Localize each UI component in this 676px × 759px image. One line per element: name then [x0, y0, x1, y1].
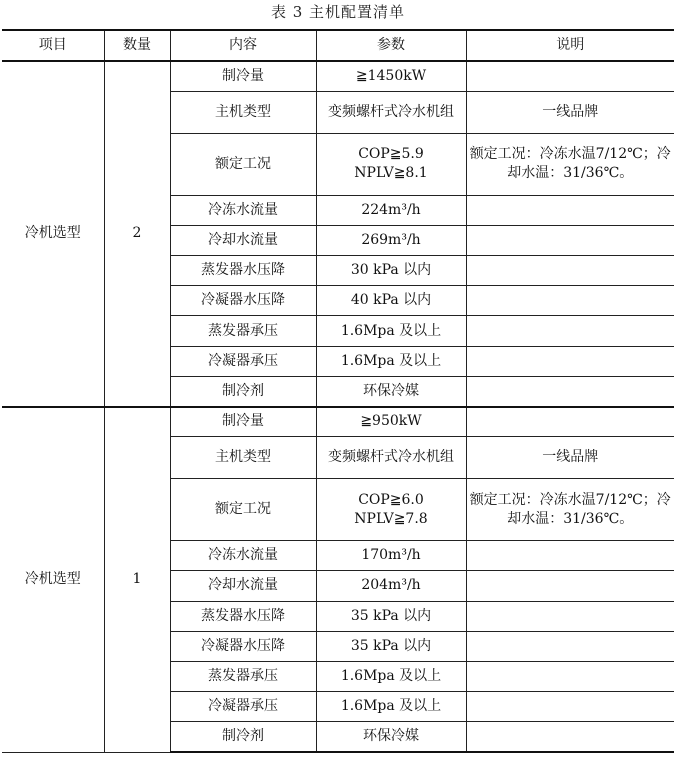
cell-param: 环保冷媒: [316, 376, 466, 406]
cell-content: 制冷剂: [170, 376, 316, 406]
cell-content: 主机类型: [170, 437, 316, 479]
cell-note: 一线品牌: [466, 437, 674, 479]
cell-note: [466, 256, 674, 286]
header-qty: 数量: [104, 30, 170, 61]
cell-content: 蒸发器水压降: [170, 256, 316, 286]
cell-content: 冷凝器水压降: [170, 631, 316, 661]
cell-note: 一线品牌: [466, 91, 674, 133]
cell-note: [466, 225, 674, 255]
cell-content: 冷却水流量: [170, 571, 316, 601]
cell-param: 1.6Mpa 及以上: [316, 661, 466, 691]
cell-content: 蒸发器承压: [170, 661, 316, 691]
cell-note: [466, 346, 674, 376]
table-row: [2, 61, 674, 91]
cell-param: 环保冷媒: [316, 722, 466, 752]
header-content: 内容: [170, 30, 316, 61]
cell-content: 蒸发器承压: [170, 316, 316, 346]
cell-param: 224m³/h: [316, 195, 466, 225]
cell-content: 制冷剂: [170, 722, 316, 752]
cell-param: 35 kPa 以内: [316, 601, 466, 631]
cell-note: [466, 661, 674, 691]
header-row: [2, 30, 674, 61]
cell-param: 30 kPa 以内: [316, 256, 466, 286]
cell-qty: 1: [104, 407, 170, 753]
cell-param: COP≧5.9 NPLV≧8.1: [316, 133, 466, 195]
cell-content: 制冷量: [170, 407, 316, 437]
cell-param: 变频螺杆式冷水机组: [316, 91, 466, 133]
cell-note: [466, 722, 674, 752]
cell-param: 变频螺杆式冷水机组: [316, 437, 466, 479]
cell-param: 1.6Mpa 及以上: [316, 346, 466, 376]
cell-note: [466, 286, 674, 316]
cell-note: [466, 61, 674, 91]
cell-note: 额定工况：冷冻水温7/12℃；冷却水温：31/36℃。: [466, 133, 674, 195]
cell-note: [466, 692, 674, 722]
cell-note: [466, 601, 674, 631]
cell-content: 冷却水流量: [170, 225, 316, 255]
header-note: 说明: [466, 30, 674, 61]
cell-param: 1.6Mpa 及以上: [316, 316, 466, 346]
cell-param: 1.6Mpa 及以上: [316, 692, 466, 722]
cell-note: [466, 316, 674, 346]
equipment-config-table: [2, 29, 674, 753]
cell-item: 冷机选型: [2, 407, 104, 753]
table-body: [2, 61, 674, 752]
cell-note: [466, 195, 674, 225]
cell-content: 主机类型: [170, 91, 316, 133]
cell-param: 204m³/h: [316, 571, 466, 601]
cell-param: 170m³/h: [316, 541, 466, 571]
header-item: 项目: [2, 30, 104, 61]
cell-content: 冷凝器水压降: [170, 286, 316, 316]
cell-param: 269m³/h: [316, 225, 466, 255]
cell-note: [466, 376, 674, 406]
cell-note: 额定工况：冷冻水温7/12℃；冷却水温：31/36℃。: [466, 479, 674, 541]
header-param: 参数: [316, 30, 466, 61]
cell-qty: 2: [104, 61, 170, 407]
cell-param: 40 kPa 以内: [316, 286, 466, 316]
cell-content: 额定工况: [170, 479, 316, 541]
cell-note: [466, 571, 674, 601]
cell-param: ≧1450kW: [316, 61, 466, 91]
cell-param: COP≧6.0 NPLV≧7.8: [316, 479, 466, 541]
cell-param: 35 kPa 以内: [316, 631, 466, 661]
cell-note: [466, 407, 674, 437]
cell-item: 冷机选型: [2, 61, 104, 407]
cell-content: 蒸发器水压降: [170, 601, 316, 631]
cell-content: 冷凝器承压: [170, 346, 316, 376]
cell-note: [466, 541, 674, 571]
cell-content: 冷冻水流量: [170, 195, 316, 225]
cell-content: 制冷量: [170, 61, 316, 91]
cell-note: [466, 631, 674, 661]
cell-content: 冷凝器承压: [170, 692, 316, 722]
cell-param: ≧950kW: [316, 407, 466, 437]
table-row: [2, 407, 674, 437]
cell-content: 额定工况: [170, 133, 316, 195]
cell-content: 冷冻水流量: [170, 541, 316, 571]
table-caption: 表 3 主机配置清单: [270, 3, 406, 21]
